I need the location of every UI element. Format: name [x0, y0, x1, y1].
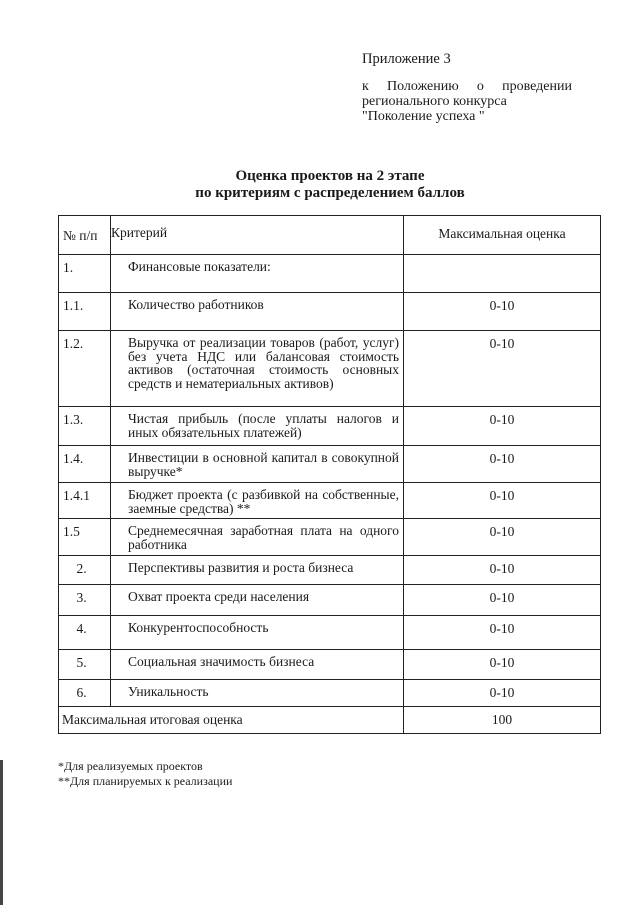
table-row: [59, 483, 601, 519]
appendix-header: [362, 52, 572, 124]
appendix-line2: регионального конкурса: [362, 94, 507, 109]
row-criterion: Количество работников: [128, 297, 264, 312]
final-score-label: Максимальная итоговая оценка: [59, 707, 404, 734]
row-criterion: Инвестиции в основной капитал в совокупной выручке*: [128, 450, 399, 479]
table-row: [59, 556, 601, 585]
footnote-2: **Для планируемых к реализации: [58, 774, 233, 788]
row-criterion: Среднемесячная заработная плата на одного работника: [128, 523, 399, 552]
row-number: 6.: [76, 685, 87, 700]
row-max-score: 0-10: [489, 412, 515, 427]
appendix-word: к: [362, 79, 369, 94]
table-row: [59, 407, 601, 446]
row-max-score: 0-10: [489, 655, 515, 670]
row-max-score: 0-10: [489, 685, 515, 700]
row-criterion: Охват проекта среди населения: [128, 589, 310, 604]
table-row: [59, 680, 601, 707]
title-line2: по критериям с распределением баллов: [195, 185, 465, 201]
table-row: [59, 446, 601, 483]
row-number: 1.: [63, 260, 74, 275]
final-score-value: 100: [491, 712, 513, 727]
footnotes: [58, 759, 232, 789]
row-max-score: 0-10: [489, 298, 515, 313]
criteria-table: [58, 215, 599, 734]
row-number: 1.1.: [63, 298, 84, 313]
document-title: [60, 168, 600, 202]
row-criterion: Социальная значимость бизнеса: [128, 654, 315, 669]
title-line1: Оценка проектов на 2 этапе: [235, 168, 425, 184]
row-max-score: 0-10: [489, 524, 515, 539]
table-row: [59, 293, 601, 331]
row-max-score: 0-10: [489, 336, 515, 351]
appendix-word: проведении: [502, 79, 572, 94]
row-max-score: 0-10: [489, 621, 515, 636]
row-number: 1.4.1: [63, 488, 90, 503]
row-criterion: Уникальность: [128, 684, 209, 699]
table-header-row: [59, 216, 601, 255]
row-number: 1.2.: [63, 336, 84, 351]
scan-edge-mark: [0, 760, 3, 905]
header-max-score: Максимальная оценка: [438, 226, 566, 241]
row-criterion: Чистая прибыль (после уплаты налогов и иных обязательных платежей): [128, 411, 399, 440]
row-max-score: 0-10: [489, 590, 515, 605]
row-number: 5.: [76, 655, 87, 670]
row-number: 1.3.: [63, 412, 84, 427]
header-criterion: Критерий: [111, 225, 168, 240]
table-row: [59, 331, 601, 407]
row-max-score: 0-10: [489, 488, 515, 503]
row-max-score: [404, 255, 600, 260]
row-number: 4.: [76, 621, 87, 636]
table-row: [59, 585, 601, 616]
row-criterion: Бюджет проекта (с разбивкой на собственные, заемные средства) **: [128, 487, 399, 516]
appendix-line1: [362, 79, 572, 94]
appendix-title: Приложение 3: [362, 51, 451, 67]
table-row: [59, 616, 601, 650]
footnote-1: *Для реализуемых проектов: [58, 759, 203, 773]
row-number: 3.: [76, 590, 87, 605]
row-criterion: Выручка от реализации товаров (работ, услуг) без учета НДС или балансовая стоимость активов (остаточная стоимость основных средств и нематериальных активов): [128, 335, 399, 391]
row-criterion: Конкурентоспособность: [128, 620, 269, 635]
table-row: [59, 519, 601, 556]
row-number: 2.: [76, 561, 87, 576]
appendix-word: Положению: [387, 79, 459, 94]
appendix-word: о: [476, 79, 484, 94]
header-num: № п/п: [63, 228, 98, 243]
row-max-score: 0-10: [489, 561, 515, 576]
final-score-row: [59, 707, 601, 734]
row-number: 1.4.: [63, 451, 84, 466]
row-max-score: 0-10: [489, 451, 515, 466]
table-row: [59, 255, 601, 293]
appendix-line3: "Поколение успеха ": [362, 109, 485, 124]
row-number: 1.5: [63, 524, 80, 539]
row-criterion: Перспективы развития и роста бизнеса: [128, 560, 354, 575]
table-row: [59, 650, 601, 680]
row-criterion: Финансовые показатели:: [128, 259, 271, 274]
